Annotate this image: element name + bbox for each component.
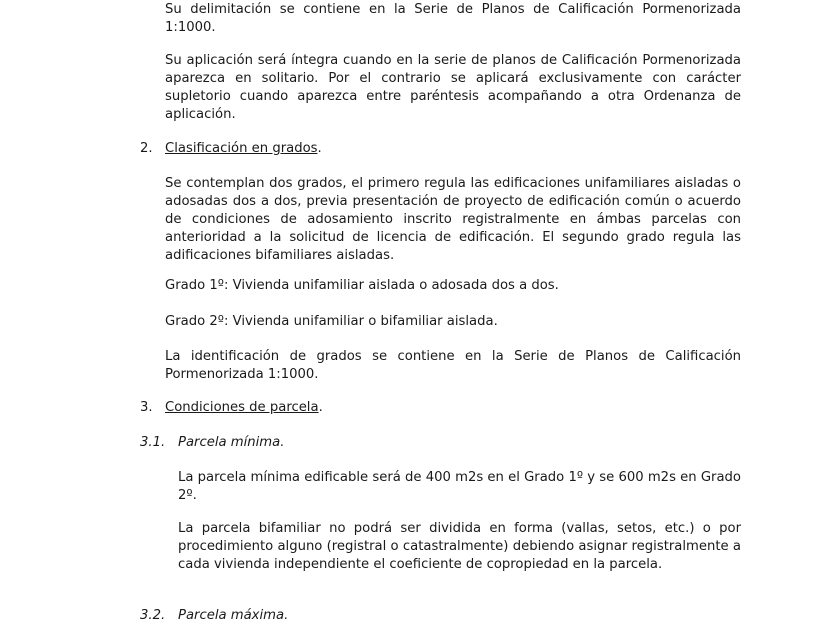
paragraph-parcela-minima: La parcela mínima edificable será de 400 m2s en el Grado 1º y se 600 m2s en Grado 2º. xyxy=(178,470,741,503)
paragraph-aplicacion: Su aplicación será íntegra cuando en la serie de planos de Calificación Pormenorizada aparezca en solitario. Por el contrario se aplicará exclusivamente con carácter supletorio cuando aparezca entre paréntesis acompañando a otra Ordenanza de aplicación. xyxy=(165,53,741,122)
section-3-1-title: Parcela mínima. xyxy=(178,435,285,450)
section-2-period: . xyxy=(317,141,322,156)
section-3-heading xyxy=(165,399,323,417)
section-3-period: . xyxy=(318,400,323,415)
paragraph-identificacion: La identificación de grados se contiene en la Serie de Planos de Calificación Pormenorizada 1:1000. xyxy=(165,349,741,382)
section-3-title: Condiciones de parcela xyxy=(165,400,319,415)
paragraph-delimitacion: Su delimitación se contiene en la Serie de Planos de Calificación Pormenorizada 1:1000. xyxy=(165,2,741,35)
paragraph-grados: Se contemplan dos grados, el primero regula las edificaciones unifamiliares aisladas o adosadas dos a dos, previa presentación de proyecto de edificación común o acuerdo de condiciones de adosamiento inscrito registralmente en ámbas parcelas con anterioridad a la solicitud de licencia de edificación. El segundo grado regula las adificaciones bifamiliares aisladas. xyxy=(165,176,741,263)
section-3-1-number: 3.1. xyxy=(140,435,166,450)
section-2-heading xyxy=(165,140,322,158)
section-3-2-title: Parcela máxima. xyxy=(178,608,289,623)
section-2-title: Clasificación en grados xyxy=(165,141,318,156)
paragraph-parcela-bifamiliar: La parcela bifamiliar no podrá ser dividida en forma (vallas, setos, etc.) o por procedimiento alguno (registral o catastralmente) debiendo asignar registralmente a cada vivienda independiente el coeficiente de copropiedad en la parcela. xyxy=(178,521,741,572)
grado-2-line: Grado 2º: Vivienda unifamiliar o bifamiliar aislada. xyxy=(165,314,498,329)
section-3-number: 3. xyxy=(140,400,153,415)
grado-1-line: Grado 1º: Vivienda unifamiliar aislada o adosada dos a dos. xyxy=(165,278,559,293)
section-3-2-number: 3.2. xyxy=(140,608,166,623)
section-2-number: 2. xyxy=(140,141,153,156)
